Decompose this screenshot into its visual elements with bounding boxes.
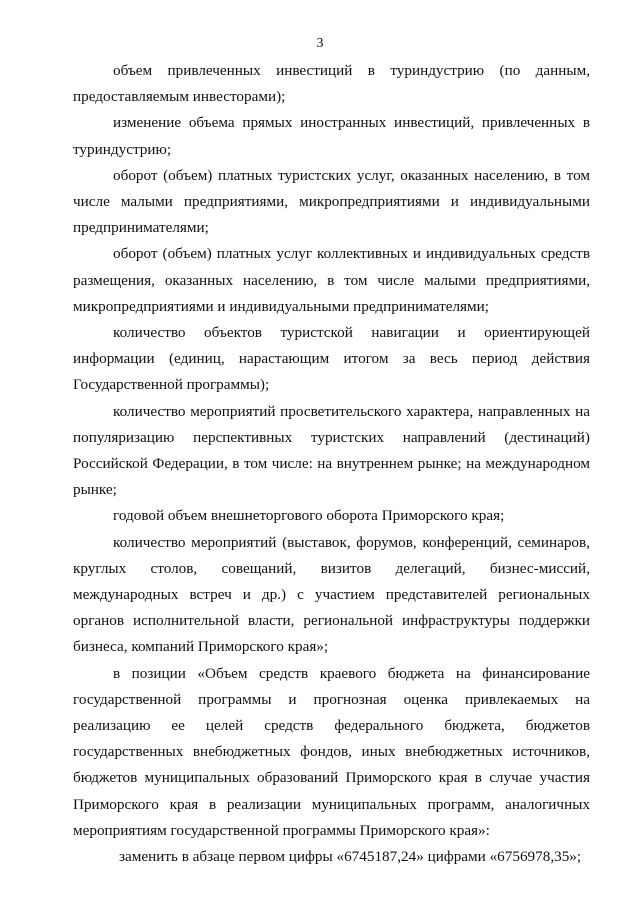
document-body xyxy=(73,58,590,870)
paragraph-accommodation-turnover: оборот (объем) платных услуг коллективных и индивидуальных средств размещения, оказанных населению, в том числе малыми предприятиями, микропредприятиями и индивидуальными предпринимателями; xyxy=(73,245,590,315)
paragraph-replace-figures: заменить в абзаце первом цифры «6745187,24» цифрами «6756978,35»; xyxy=(119,848,582,866)
paragraph-foreign-investments: изменение объема прямых иностранных инвестиций, привлеченных в туриндустрию; xyxy=(73,114,590,158)
paragraph-navigation-objects: количество объектов туристской навигации и ориентирующей информации (единиц, нарастающим итогом за весь период действия Государственной программы); xyxy=(73,324,590,394)
paragraph-events-count: количество мероприятий (выставок, форумов, конференций, семинаров, круглых столов, совещаний, визитов делегаций, бизнес-миссий, международных встреч и др.) с участием представителей региональных органов исполнительной власти, региональной инфраструктуры поддержки бизнеса, компаний Приморского края»; xyxy=(73,533,590,656)
paragraph-educational-events: количество мероприятий просветительского характера, направленных на популяризацию перспективных туристских направлений (дестинаций) Российской Федерации, в том числе: на внутреннем рынке; на международном рынке; xyxy=(73,402,590,499)
paragraph-tourist-services-turnover: оборот (объем) платных туристских услуг, оказанных населению, в том числе малыми предприятиями, микропредприятиями и индивидуальными предпринимателями; xyxy=(73,166,590,237)
paragraph-budget-position: в позиции «Объем средств краевого бюджета на финансирование государственной программы и прогнозная оценка привлекаемых на реализацию ее целей средств федерального бюджета, бюджетов государственных внебюджетных фондов, иных внебюджетных источников, бюджетов муниципальных образований Приморского края в случае участия Приморского края в реализации муниципальных программ, аналогичных мероприятиям государственной программы Приморского края»: xyxy=(73,664,590,839)
page-number: 3 xyxy=(316,36,324,51)
paragraph-foreign-trade: годовой объем внешнеторгового оборота Приморского края; xyxy=(113,507,505,525)
paragraph-investments: объем привлеченных инвестиций в туриндустрию (по данным, предоставляемым инвесторами); xyxy=(73,62,590,106)
